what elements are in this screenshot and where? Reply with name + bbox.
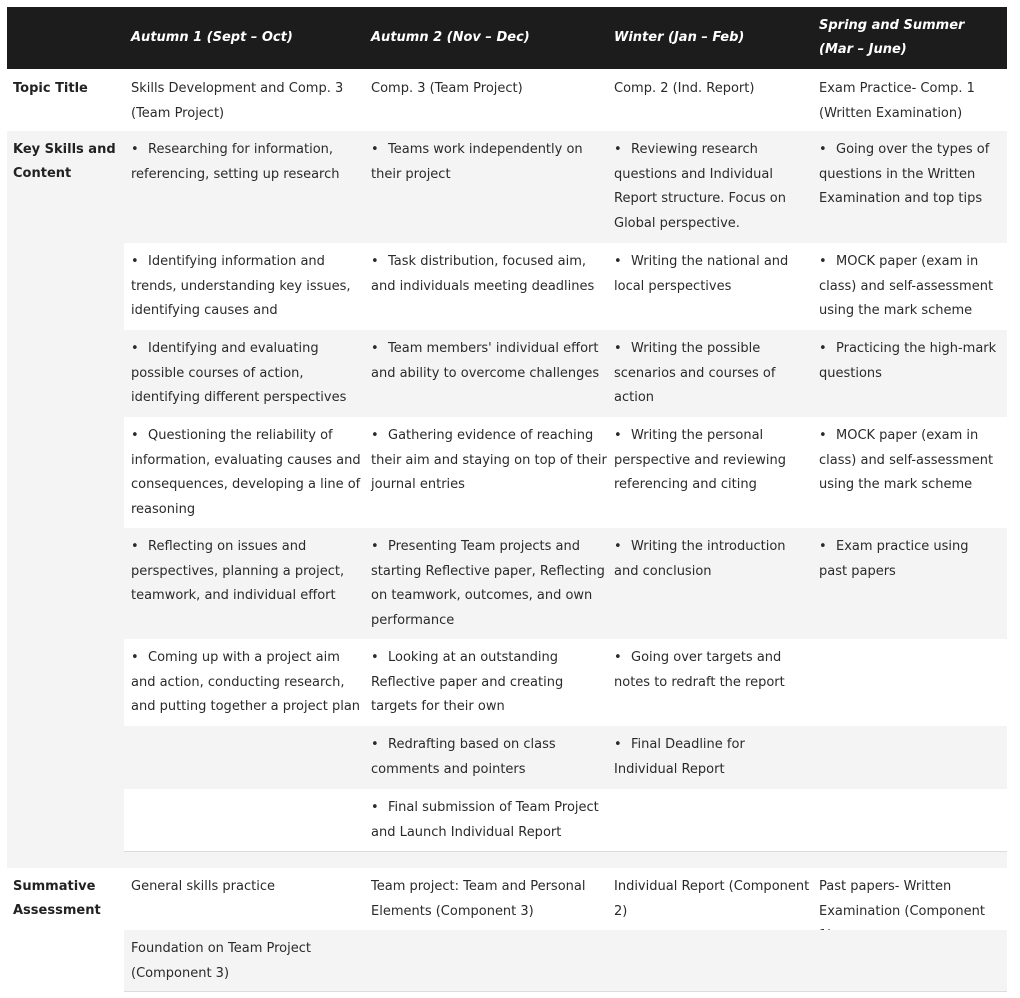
skill-cell: • Teams work independently on their project: [371, 138, 607, 187]
bullet-icon: •: [371, 800, 379, 815]
skill-cell: • Going over the types of questions in the Written Examination and top tips: [819, 138, 999, 212]
bullet-icon: •: [371, 428, 379, 443]
skill-cell: • Practicing the high-mark questions: [819, 337, 999, 386]
skill-cell: • Identifying and evaluating possible courses of action, identifying different perspectives: [131, 337, 363, 411]
skill-cell: • Task distribution, focused aim, and individuals meeting deadlines: [371, 250, 607, 299]
summative-cell: Individual Report (Component 2): [614, 879, 810, 919]
key-skills-row: [124, 789, 1007, 852]
bullet-icon: •: [614, 254, 622, 269]
key-skills-row: [124, 639, 1007, 727]
key-skills-row: [124, 726, 1007, 790]
summative-cell: Past papers- Written Examination (Component: [819, 879, 985, 919]
key-skills-row: [124, 131, 1007, 244]
bullet-icon: •: [819, 539, 827, 554]
skill-cell: • MOCK paper (exam in class) and self-assessment using the mark scheme: [819, 424, 999, 498]
summative-cell: Team project: Team and Personal Elements (Component 3): [371, 879, 586, 919]
bullet-icon: •: [614, 539, 622, 554]
skill-cell: • Redrafting based on class comments and pointers: [371, 733, 607, 782]
bullet-icon: •: [819, 428, 827, 443]
bullet-icon: •: [131, 142, 139, 157]
bullet-icon: •: [819, 142, 827, 157]
header-spring-summer: Spring and Summer (Mar – June): [819, 18, 965, 57]
skill-cell: • Final Deadline for Individual Report: [614, 733, 810, 782]
header-winter: Winter (Jan – Feb): [614, 30, 745, 45]
bullet-icon: •: [131, 650, 139, 665]
skill-cell: • Reflecting on issues and perspectives, planning a project, teamwork, and individual effort: [131, 535, 363, 609]
bullet-icon: •: [614, 737, 622, 752]
bullet-icon: •: [371, 142, 379, 157]
skill-cell: • Coming up with a project aim and action, conducting research, and putting together a project plan: [131, 646, 363, 720]
skill-cell: • Reviewing research questions and Individual Report structure. Focus on Global perspective.: [614, 138, 810, 236]
summative-cell: Foundation on Team Project (Component 3): [131, 941, 311, 981]
summative-label: Summative Assessment: [13, 879, 101, 918]
skill-cell: • Questioning the reliability of information, evaluating causes and consequences, developing a line of reasoning: [131, 424, 363, 522]
summative-cell: General skills practice: [131, 879, 275, 894]
bullet-icon: •: [614, 341, 622, 356]
topic-cell: Comp. 3 (Team Project): [371, 81, 523, 96]
bullet-icon: •: [371, 650, 379, 665]
bullet-icon: •: [131, 428, 139, 443]
skill-cell: • Final submission of Team Project and Launch Individual Report: [371, 796, 607, 845]
key-skills-row: [124, 330, 1007, 418]
topic-title-label: Topic Title: [13, 81, 88, 96]
topic-cell: Skills Development and Comp. 3 (Team Project): [131, 81, 344, 121]
summative-row: [124, 930, 1007, 992]
skill-cell: • Gathering evidence of reaching their aim and staying on top of their journal entries: [371, 424, 607, 498]
skill-cell: • Writing the possible scenarios and courses of action: [614, 337, 810, 411]
skill-cell: • Team members' individual effort and ability to overcome challenges: [371, 337, 607, 386]
skill-cell: • MOCK paper (exam in class) and self-assessment using the mark scheme: [819, 250, 999, 324]
bullet-icon: •: [131, 254, 139, 269]
topic-cell: Exam Practice- Comp. 1 (Written Examination): [819, 81, 975, 121]
key-skills-row: [124, 417, 1007, 529]
bullet-icon: •: [614, 650, 622, 665]
skill-cell: • Writing the personal perspective and reviewing referencing and citing: [614, 424, 810, 498]
bullet-icon: •: [131, 341, 139, 356]
header-corner: [13, 7, 113, 69]
skill-cell: • Researching for information, referencing, setting up research: [131, 138, 363, 187]
bullet-icon: •: [371, 341, 379, 356]
topic-title-row: [7, 69, 1007, 132]
table-header: [7, 7, 1007, 69]
header-autumn-1: Autumn 1 (Sept – Oct): [131, 30, 293, 45]
bullet-icon: •: [614, 142, 622, 157]
bullet-icon: •: [371, 737, 379, 752]
skill-cell: • Identifying information and trends, understanding key issues, identifying causes and: [131, 250, 363, 348]
skill-cell: • Exam practice using past papers: [819, 535, 999, 584]
bullet-icon: •: [131, 539, 139, 554]
bullet-icon: •: [819, 254, 827, 269]
header-autumn-2: Autumn 2 (Nov – Dec): [371, 30, 530, 45]
skill-cell: • Writing the introduction and conclusion: [614, 535, 810, 584]
skill-cell: • Looking at an outstanding Reflective paper and creating targets for their own: [371, 646, 607, 720]
key-skills-label: Key Skills and Content: [13, 142, 116, 181]
bullet-icon: •: [819, 341, 827, 356]
summative-row: [124, 868, 1007, 931]
key-skills-row: [124, 528, 1007, 640]
bullet-icon: •: [614, 428, 622, 443]
skill-cell: • Writing the national and local perspectives: [614, 250, 810, 299]
topic-cell: Comp. 2 (Ind. Report): [614, 81, 755, 96]
bullet-icon: •: [371, 254, 379, 269]
skill-cell: • Presenting Team projects and starting Reflective paper, Reflecting on teamwork, outcomes, and own performance: [371, 535, 607, 633]
key-skills-row: [124, 243, 1007, 331]
bullet-icon: •: [371, 539, 379, 554]
skill-cell: • Going over targets and notes to redraft the report: [614, 646, 810, 695]
